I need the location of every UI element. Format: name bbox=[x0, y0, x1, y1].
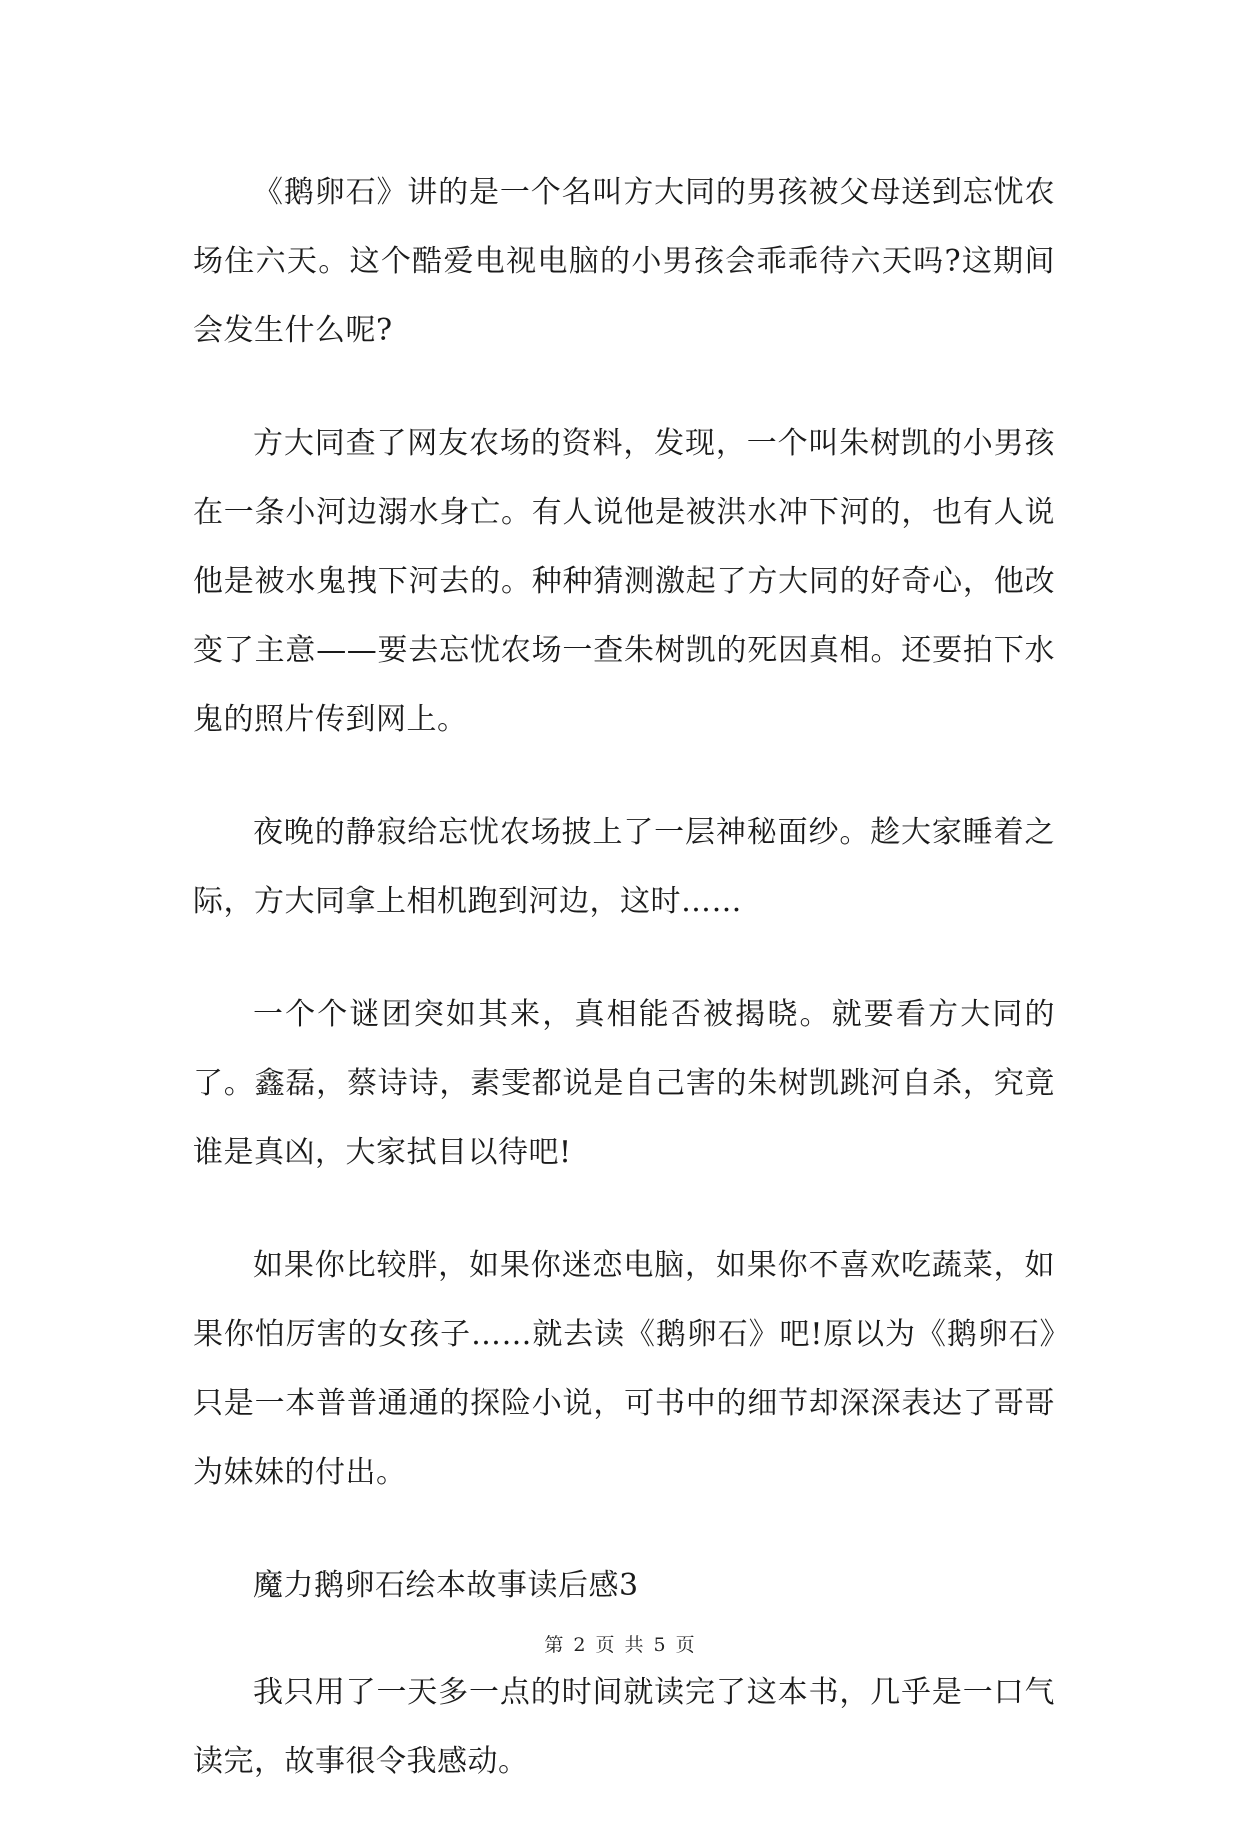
paragraph-mystery: 一个个谜团突如其来，真相能否被揭晓。就要看方大同的了。鑫磊，蔡诗诗，素雯都说是自己害的朱树凯跳河自杀，究竟谁是真凶，大家拭目以待吧! bbox=[193, 997, 1055, 1170]
paragraph-recommendation: 如果你比较胖，如果你迷恋电脑，如果你不喜欢吃蔬菜，如果你怕厉害的女孩子……就去读《鹅卵石》吧!原以为《鹅卵石》只是一本普普通通的探险小说，可书中的细节却深深表达了哥哥为妹妹的付出。 bbox=[193, 1248, 1055, 1490]
paragraph-night: 夜晚的静寂给忘忧农场披上了一层神秘面纱。趁大家睡着之际，方大同拿上相机跑到河边，这时…… bbox=[193, 815, 1055, 919]
page-number-footer: 第 2 页 共 5 页 bbox=[544, 1634, 697, 1656]
document-body bbox=[193, 158, 1055, 1840]
paragraph-intro: 《鹅卵石》讲的是一个名叫方大同的男孩被父母送到忘忧农场住六天。这个酷爱电视电脑的小男孩会乖乖待六天吗?这期间会发生什么呢? bbox=[193, 175, 1055, 348]
section-heading: 魔力鹅卵石绘本故事读后感3 bbox=[253, 1568, 639, 1603]
paragraph-investigation: 方大同查了网友农场的资料，发现，一个叫朱树凯的小男孩在一条小河边溺水身亡。有人说他是被洪水冲下河的，也有人说他是被水鬼拽下河去的。种种猜测激起了方大同的好奇心，他改变了主意——要去忘忧农场一查朱树凯的死因真相。还要拍下水鬼的照片传到网上。 bbox=[193, 426, 1055, 737]
paragraph-reading: 我只用了一天多一点的时间就读完了这本书，几乎是一口气读完，故事很令我感动。 bbox=[193, 1675, 1055, 1779]
